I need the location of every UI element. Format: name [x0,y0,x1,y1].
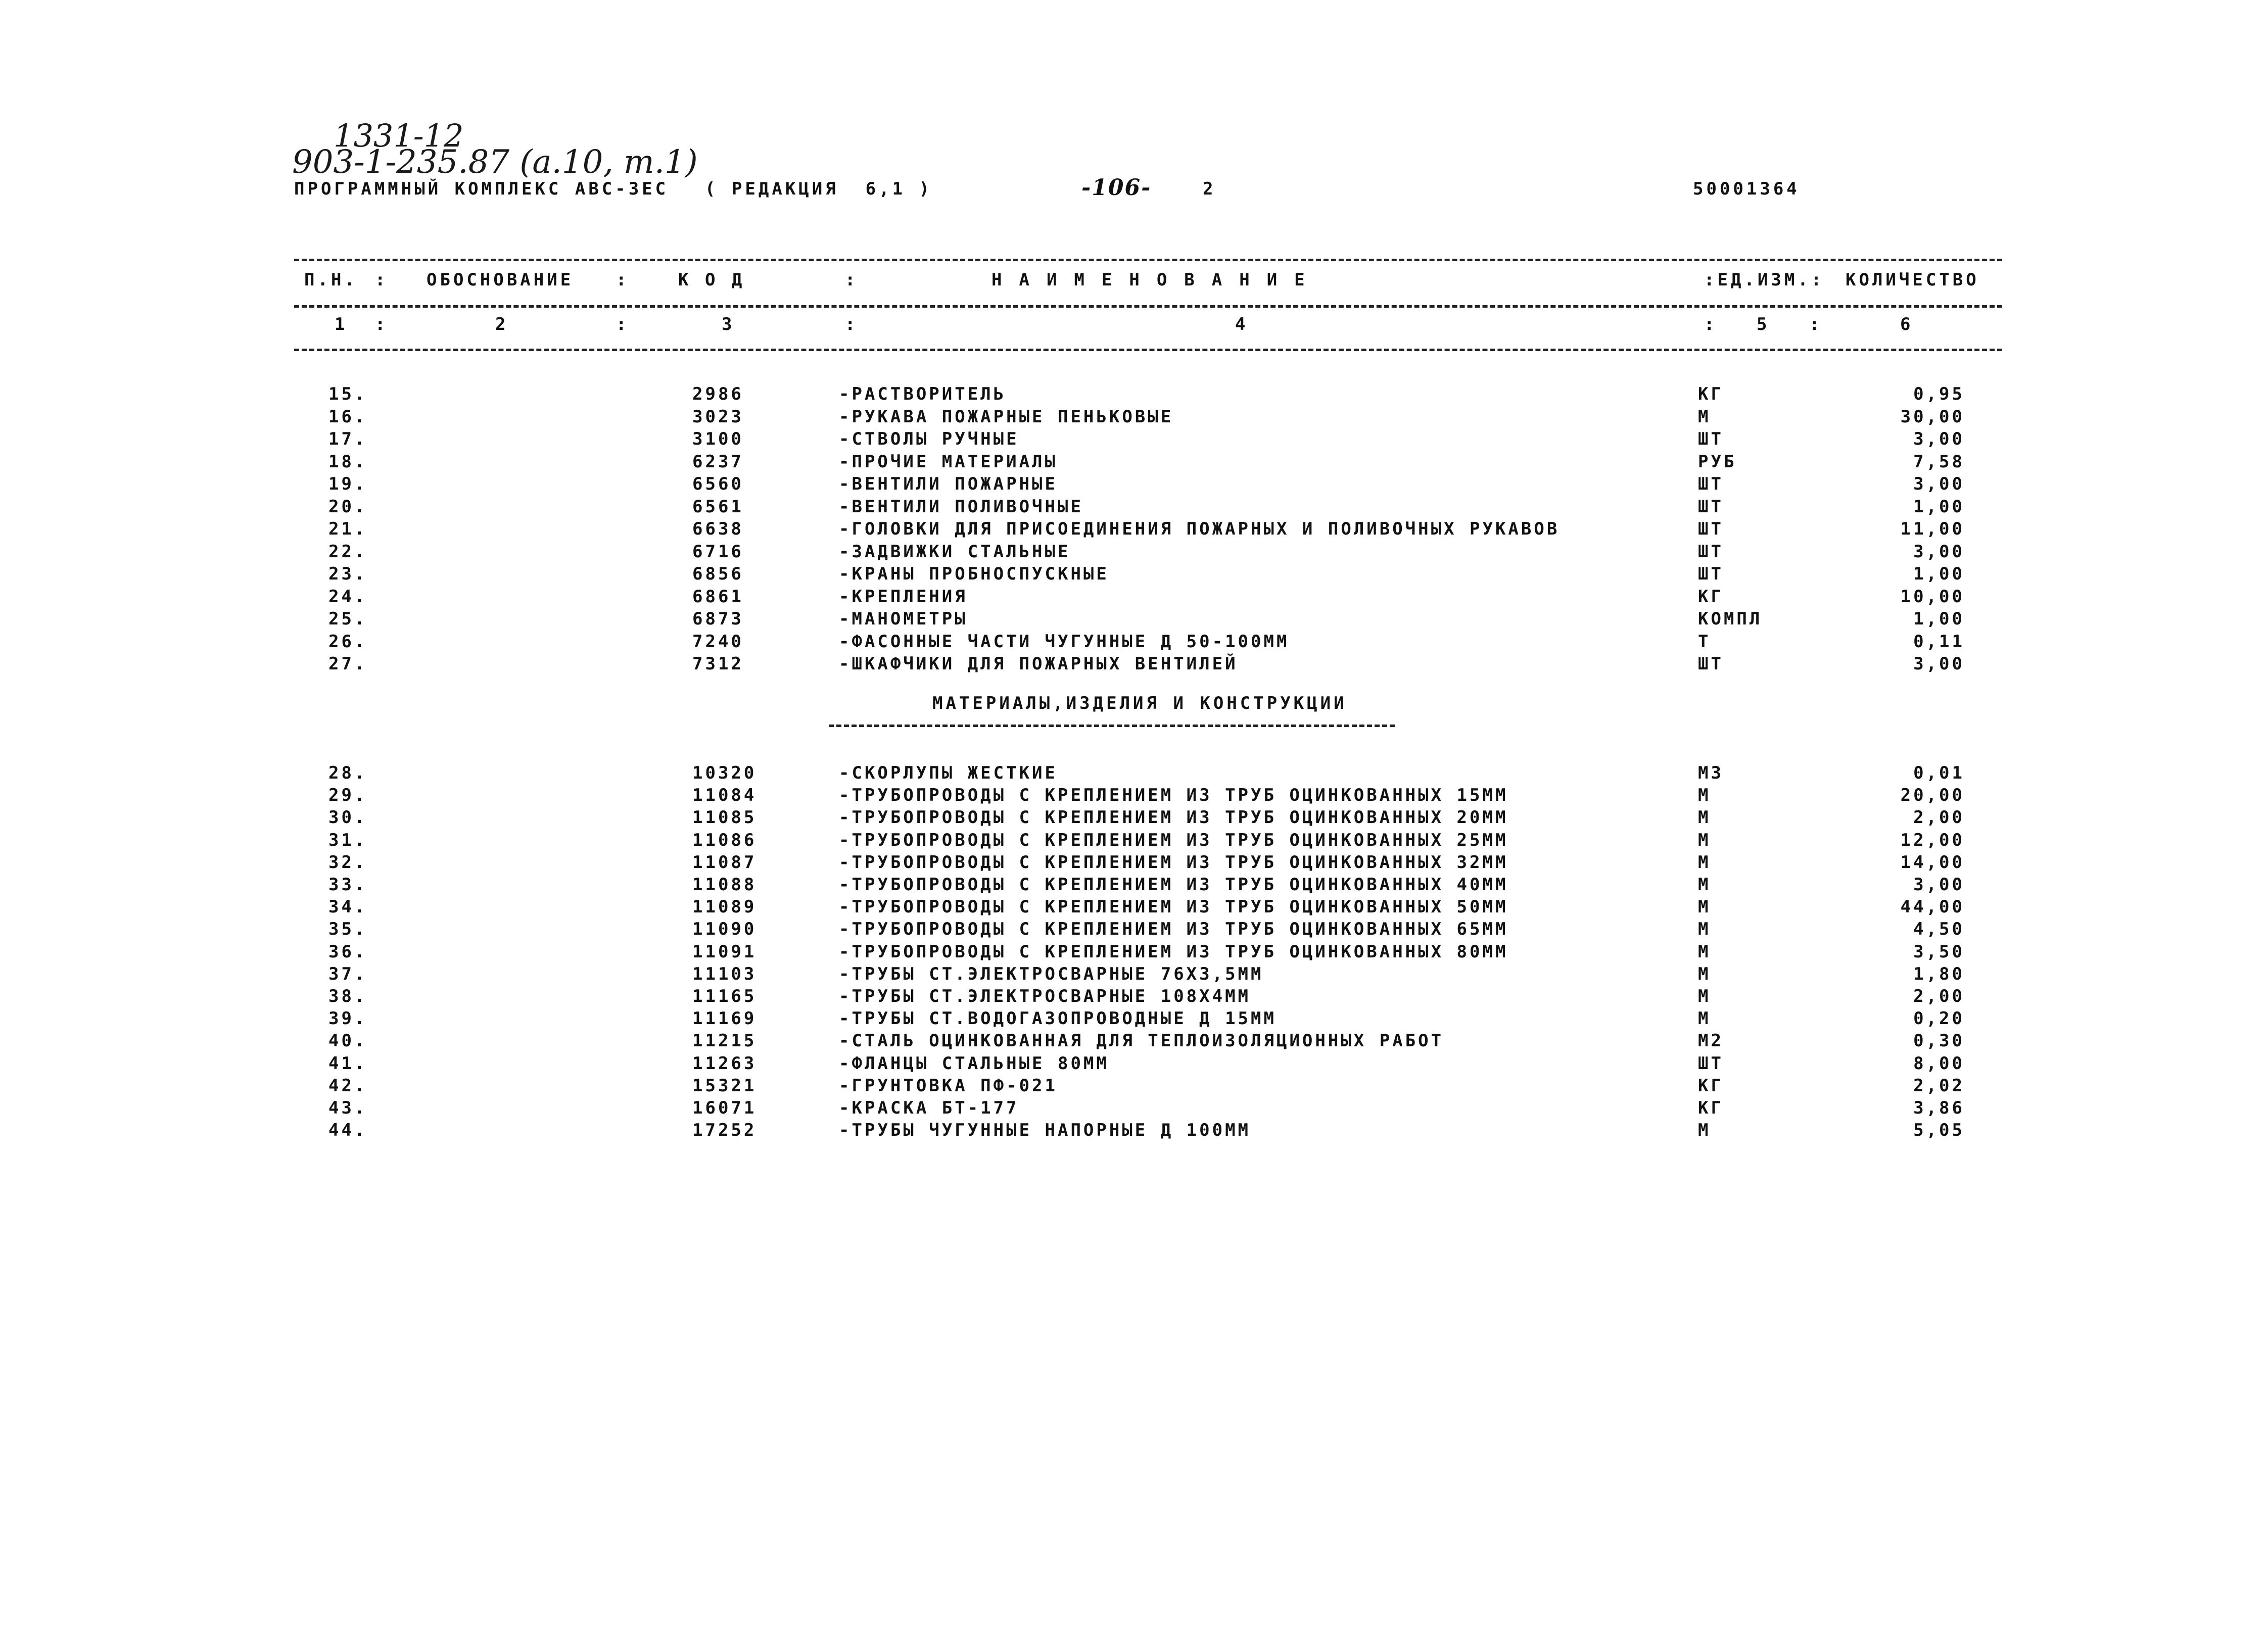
row-unit: М [1698,919,1711,940]
row-unit: РУБ [1698,451,1737,472]
row-quantity: 1,00 [1913,564,1965,584]
header-code: К О Д [678,270,745,290]
row-name: -РАСТВОРИТЕЛЬ [839,384,1007,404]
row-quantity: 10,00 [1900,586,1965,607]
row-code: 7240 [692,631,744,652]
row-unit: ШТ [1698,519,1724,539]
header-separator: : [616,314,630,334]
table-row [0,587,2268,609]
row-unit: М [1698,875,1711,895]
row-name: -КРЕПЛЕНИЯ [839,586,968,607]
table-row [0,964,2268,986]
row-quantity: 30,00 [1900,406,1965,427]
row-name: -ШКАФЧИКИ ДЛЯ ПОЖАРНЫХ ВЕНТИЛЕЙ [839,654,1238,674]
row-name: -ВЕНТИЛИ ПОЖАРНЫЕ [839,474,1058,494]
row-number: 16. [328,406,367,427]
row-quantity: 2,00 [1913,986,1965,1006]
table-row [0,384,2268,406]
row-quantity: 5,05 [1913,1120,1965,1141]
row-unit: КГ [1698,1075,1724,1096]
row-name: -ТРУБЫ СТ.ВОДОГАЗОПРОВОДНЫЕ Д 15ММ [839,1008,1277,1029]
row-number: 20. [328,496,367,517]
table-row [0,542,2268,564]
row-name: -ТРУБОПРОВОДЫ С КРЕПЛЕНИЕМ ИЗ ТРУБ ОЦИНКОВАННЫХ 15ММ [839,785,1508,806]
row-name: -КРАСКА БТ-177 [839,1098,1019,1118]
table-row [0,632,2268,654]
row-number: 19. [328,474,367,494]
row-quantity: 7,58 [1913,451,1965,472]
row-number: 29. [328,785,367,806]
row-name: -СТАЛЬ ОЦИНКОВАННАЯ ДЛЯ ТЕПЛОИЗОЛЯЦИОННЫХ РАБОТ [839,1031,1444,1051]
row-unit: ШТ [1698,564,1724,584]
row-quantity: 1,80 [1913,963,1965,984]
row-name: -ПРОЧИЕ МАТЕРИАЛЫ [839,451,1058,472]
row-number: 35. [328,919,367,940]
row-code: 11091 [692,941,757,962]
row-number: 28. [328,763,367,783]
row-code: 17252 [692,1120,757,1141]
row-code: 6856 [692,564,744,584]
row-unit: ШТ [1698,654,1724,674]
row-code: 11169 [692,1008,757,1029]
table-row [0,1120,2268,1142]
row-quantity: 11,00 [1900,519,1965,539]
row-number: 37. [328,963,367,984]
row-unit: М3 [1698,763,1724,783]
row-number: 26. [328,631,367,652]
row-quantity: 8,00 [1913,1053,1965,1074]
row-name: -ТРУБЫ СТ.ЭЛЕКТРОСВАРНЫЕ 108Х4ММ [839,986,1251,1006]
header-separator: : [845,270,859,290]
row-name: -ФЛАНЦЫ СТАЛЬНЫЕ 80ММ [839,1053,1109,1074]
row-quantity: 3,86 [1913,1098,1965,1118]
table-row [0,763,2268,785]
row-unit: М [1698,897,1711,918]
row-code: 3100 [692,429,744,449]
row-code: 6561 [692,496,744,517]
header-quantity: КОЛИЧЕСТВО [1846,270,1979,290]
row-code: 6861 [692,586,744,607]
handwritten-note-top: 1331-12 [334,117,464,154]
row-number: 31. [328,830,367,850]
row-code: 11088 [692,875,757,895]
row-number: 42. [328,1075,367,1096]
table-header [294,270,2002,295]
row-quantity: 3,50 [1913,941,1965,962]
row-name: -ВЕНТИЛИ ПОЛИВОЧНЫЕ [839,496,1083,517]
table-header-bottom-rule [294,349,2002,351]
sheet-number: 2 [1203,179,1216,199]
table-row [0,1098,2268,1120]
row-name: -ГРУНТОВКА ПФ-021 [839,1075,1058,1096]
header-separator: : [375,314,389,334]
row-code: 6560 [692,474,744,494]
row-number: 38. [328,986,367,1006]
row-unit: КОМПЛ [1698,609,1763,629]
column-number: 1 [335,314,348,334]
table-row [0,519,2268,541]
row-unit: М2 [1698,1031,1724,1051]
row-unit: ШТ [1698,1053,1724,1074]
row-name: -ТРУБЫ СТ.ЭЛЕКТРОСВАРНЫЕ 76Х3,5ММ [839,963,1264,984]
section-underline [829,725,1395,727]
table-row [0,785,2268,807]
row-number: 36. [328,941,367,962]
row-name: -ТРУБЫ ЧУГУННЫЕ НАПОРНЫЕ Д 100ММ [839,1120,1251,1141]
table-row [0,497,2268,519]
row-quantity: 3,00 [1913,654,1965,674]
table-top-rule [294,259,2002,261]
row-number: 44. [328,1120,367,1141]
row-quantity: 0,95 [1913,384,1965,404]
row-code: 11263 [692,1053,757,1074]
row-unit: М [1698,406,1711,427]
header-rule [294,305,2002,308]
row-name: -ТРУБОПРОВОДЫ С КРЕПЛЕНИЕМ ИЗ ТРУБ ОЦИНКОВАННЫХ 50ММ [839,897,1508,918]
row-number: 40. [328,1031,367,1051]
header-pn: П.Н. [304,270,358,290]
row-unit: М [1698,807,1711,828]
table-row [0,452,2268,474]
row-number: 23. [328,564,367,584]
table-row [0,875,2268,897]
table-row [0,564,2268,586]
row-name: -СКОРЛУПЫ ЖЕСТКИЕ [839,763,1058,783]
section-title: МАТЕРИАЛЫ,ИЗДЕЛИЯ И КОНСТРУКЦИИ [932,693,1347,713]
table-row [0,942,2268,964]
header-name: НАИМЕНОВАНИЕ [991,270,1322,290]
row-number: 39. [328,1008,367,1029]
row-unit: М [1698,941,1711,962]
row-quantity: 2,02 [1913,1075,1965,1096]
row-unit: ШТ [1698,496,1724,517]
row-number: 34. [328,897,367,918]
row-quantity: 44,00 [1900,897,1965,918]
row-unit: ШТ [1698,474,1724,494]
row-quantity: 3,00 [1913,474,1965,494]
row-unit: КГ [1698,384,1724,404]
page-number: -106- [1081,175,1152,201]
column-number: 3 [722,314,735,334]
row-code: 10320 [692,763,757,783]
table-row [0,429,2268,451]
row-code: 11215 [692,1031,757,1051]
row-name: -ТРУБОПРОВОДЫ С КРЕПЛЕНИЕМ ИЗ ТРУБ ОЦИНКОВАННЫХ 20ММ [839,807,1508,828]
row-number: 22. [328,541,367,562]
row-quantity: 0,30 [1913,1031,1965,1051]
row-unit: КГ [1698,1098,1724,1118]
row-unit: ШТ [1698,429,1724,449]
row-unit: М [1698,830,1711,850]
table-row [0,852,2268,875]
table-row [0,830,2268,852]
column-number: 2 [495,314,509,334]
handwritten-note-project: 903-1-235.87 (а.10, т.1) [292,143,698,181]
column-number: 6 [1900,314,1914,334]
header-separator: : [375,270,389,290]
row-code: 2986 [692,384,744,404]
row-code: 11103 [692,963,757,984]
table-row [0,919,2268,941]
row-name: -КРАНЫ ПРОБНОСПУСКНЫЕ [839,564,1109,584]
table-row [0,807,2268,830]
row-quantity: 20,00 [1900,785,1965,806]
row-name: -СТВОЛЫ РУЧНЫЕ [839,429,1019,449]
row-code: 6716 [692,541,744,562]
row-number: 17. [328,429,367,449]
column-number: 4 [1235,314,1249,334]
row-code: 6873 [692,609,744,629]
row-name: -ГОЛОВКИ ДЛЯ ПРИСОЕДИНЕНИЯ ПОЖАРНЫХ И ПОЛИВОЧНЫХ РУКАВОВ [839,519,1560,539]
header-separator: : [845,314,859,334]
row-code: 11085 [692,807,757,828]
table-row [0,654,2268,676]
row-number: 21. [328,519,367,539]
row-name: -ТРУБОПРОВОДЫ С КРЕПЛЕНИЕМ ИЗ ТРУБ ОЦИНКОВАННЫХ 65ММ [839,919,1508,940]
row-code: 6638 [692,519,744,539]
table-row [0,1031,2268,1053]
column-number: 5 [1757,314,1770,334]
row-quantity: 1,00 [1913,609,1965,629]
row-name: -ТРУБОПРОВОДЫ С КРЕПЛЕНИЕМ ИЗ ТРУБ ОЦИНКОВАННЫХ 80ММ [839,941,1508,962]
row-unit: Т [1698,631,1711,652]
table-row [0,609,2268,631]
row-quantity: 2,00 [1913,807,1965,828]
edition-label: ( РЕДАКЦИЯ 6,1 ) [705,179,932,199]
row-quantity: 3,00 [1913,541,1965,562]
row-number: 41. [328,1053,367,1074]
row-number: 15. [328,384,367,404]
row-unit: М [1698,1120,1711,1141]
row-name: -ФАСОННЫЕ ЧАСТИ ЧУГУННЫЕ Д 50-100ММ [839,631,1290,652]
row-unit: М [1698,963,1711,984]
row-quantity: 0,01 [1913,763,1965,783]
row-number: 30. [328,807,367,828]
row-unit: М [1698,852,1711,873]
row-name: -РУКАВА ПОЖАРНЫЕ ПЕНЬКОВЫЕ [839,406,1174,427]
row-number: 33. [328,875,367,895]
row-code: 6237 [692,451,744,472]
program-title: ПРОГРАММНЫЙ КОМПЛЕКС АВС-ЗЕС [294,179,669,199]
row-name: -МАНОМЕТРЫ [839,609,968,629]
header-separator: : [1704,314,1718,334]
row-code: 11090 [692,919,757,940]
row-number: 25. [328,609,367,629]
row-quantity: 12,00 [1900,830,1965,850]
row-number: 18. [328,451,367,472]
row-unit: М [1698,1008,1711,1029]
column-numbers-row [294,314,2002,340]
row-unit: М [1698,986,1711,1006]
header-separator: : [1809,314,1823,334]
table-row [0,407,2268,429]
row-number: 24. [328,586,367,607]
row-name: -ТРУБОПРОВОДЫ С КРЕПЛЕНИЕМ ИЗ ТРУБ ОЦИНКОВАННЫХ 40ММ [839,875,1508,895]
row-number: 43. [328,1098,367,1118]
document-number: 50001364 [1693,179,1800,199]
row-code: 11087 [692,852,757,873]
row-code: 11165 [692,986,757,1006]
row-name: -ТРУБОПРОВОДЫ С КРЕПЛЕНИЕМ ИЗ ТРУБ ОЦИНКОВАННЫХ 25ММ [839,830,1508,850]
table-row [0,474,2268,496]
table-row [0,897,2268,919]
table-row [0,986,2268,1008]
row-quantity: 1,00 [1913,496,1965,517]
row-code: 16071 [692,1098,757,1118]
row-unit: КГ [1698,586,1724,607]
row-quantity: 0,20 [1913,1008,1965,1029]
table-row [0,1008,2268,1031]
row-unit: М [1698,785,1711,806]
row-code: 11089 [692,897,757,918]
header-basis: ОБОСНОВАНИЕ [427,270,574,290]
row-number: 32. [328,852,367,873]
row-unit: ШТ [1698,541,1724,562]
row-name: -ЗАДВИЖКИ СТАЛЬНЫЕ [839,541,1071,562]
row-quantity: 4,50 [1913,919,1965,940]
row-quantity: 3,00 [1913,875,1965,895]
header-separator: : [616,270,630,290]
table-row [0,1076,2268,1098]
row-quantity: 0,11 [1913,631,1965,652]
row-code: 11086 [692,830,757,850]
header-unit: :ЕД.ИЗМ.: [1704,270,1825,290]
row-number: 27. [328,654,367,674]
row-name: -ТРУБОПРОВОДЫ С КРЕПЛЕНИЕМ ИЗ ТРУБ ОЦИНКОВАННЫХ 32ММ [839,852,1508,873]
row-code: 7312 [692,654,744,674]
row-quantity: 3,00 [1913,429,1965,449]
table-row [0,1053,2268,1076]
row-code: 11084 [692,785,757,806]
row-quantity: 14,00 [1900,852,1965,873]
row-code: 15321 [692,1075,757,1096]
row-code: 3023 [692,406,744,427]
